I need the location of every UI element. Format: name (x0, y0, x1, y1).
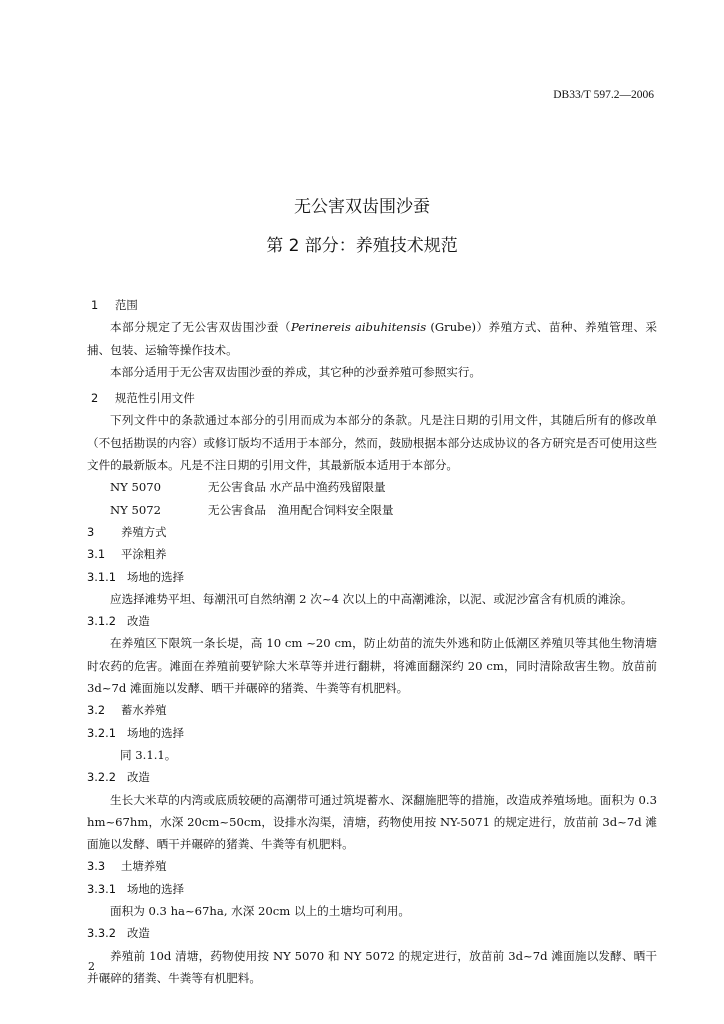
section-number: 3.2.2 (87, 770, 116, 785)
paragraph: 同 3.1.1。 (120, 747, 177, 762)
section-number: 2 (91, 391, 99, 406)
reference-code: NY 5072 (110, 502, 161, 517)
section-title: 改造 (127, 926, 150, 941)
section-number: 3 (87, 524, 95, 539)
paragraph: 在养殖区下限筑一条长堤，高 10 cm ~20 cm，防止幼苗的流失外逃和防止低潮区养殖贝等其他生物清塘时农药的危害。滩面在养殖前要铲除大米草等并进行翻耕，将滩面翻深约 20 cm，同时清除敌害生物。放苗前 3d~7d 滩面施以发酵、晒干并碾碎的猪粪、牛粪等有机肥料。 (87, 636, 657, 696)
section-number: 3.1 (87, 547, 106, 562)
subsection-heading (87, 922, 657, 944)
section-title: 养殖方式 (121, 524, 167, 539)
subsection-heading (87, 722, 657, 744)
section-title: 场地的选择 (127, 881, 184, 896)
section-title: 改造 (127, 614, 150, 629)
section-title: 蓄水养殖 (121, 703, 167, 718)
section-heading (87, 521, 657, 543)
subsection-heading (87, 610, 657, 632)
section-number: 1 (91, 298, 99, 312)
paragraph: 养殖前 10d 清塘，药物使用按 NY 5070 和 NY 5072 的规定进行，放苗前 3d~7d 滩面施以发酵、晒干并碾碎的猪粪、牛粪等有机肥料。 (87, 948, 657, 985)
section-number: 3.3.2 (87, 926, 116, 941)
section-title: 平涂粗养 (121, 547, 167, 562)
section-title: 场地的选择 (127, 569, 184, 584)
section-number: 3.3.1 (87, 881, 116, 896)
subsection-heading (87, 855, 657, 877)
text-run: 本部分规定了无公害双齿围沙蚕（ (110, 320, 291, 335)
document-body (87, 294, 657, 989)
paragraph: 应选择滩势平坦、每潮汛可自然纳潮 2 次~4 次以上的中高潮滩涂，以泥、或泥沙富含有机质的滩涂。 (110, 591, 633, 606)
document-title: 无公害双齿围沙蚕 (294, 197, 430, 217)
subsection-heading (87, 878, 657, 900)
section-title: 范围 (115, 298, 138, 312)
section-number: 3.3 (87, 859, 106, 874)
section-heading (87, 387, 657, 409)
reference-item (87, 476, 657, 498)
section-number: 3.1.1 (87, 569, 116, 584)
species-name: Perinereis aibuhitensis (291, 320, 427, 335)
page-number: 2 (88, 960, 95, 973)
subsection-heading (87, 699, 657, 721)
section-number: 3.2.1 (87, 725, 116, 740)
section-number: 3.1.2 (87, 614, 116, 629)
section-title: 场地的选择 (127, 725, 184, 740)
subsection-heading (87, 766, 657, 788)
reference-code: NY 5070 (110, 480, 161, 495)
section-number: 3.2 (87, 703, 106, 718)
reference-item (87, 499, 657, 521)
paragraph (87, 316, 657, 361)
section-title: 规范性引用文件 (115, 391, 195, 406)
document-code: DB33/T 597.2—2006 (553, 89, 654, 101)
section-heading (87, 294, 657, 316)
reference-name: 无公害食品 水产品中渔药残留限量 (208, 480, 386, 495)
reference-name: 无公害食品 渔用配合饲料安全限量 (208, 502, 394, 517)
section-title: 土塘养殖 (121, 859, 167, 874)
text-run: (Grube)）养殖方式、苗种、养殖管理、采捕、包装、运输等操作技术。 (87, 320, 657, 357)
subsection-heading (87, 543, 657, 565)
section-title: 改造 (127, 770, 150, 785)
paragraph: 面积为 0.3 ha~67ha, 水深 20cm 以上的土塘均可利用。 (110, 904, 410, 919)
paragraph: 生长大米草的内湾或底质较硬的高潮带可通过筑堤蓄水、深翻施肥等的措施，改造成养殖场地。面积为 0.3 hm~67hm，水深 20cm~50cm，设排水沟渠，清塘，药物使用按 NY-5071 的规定进行，放苗前 3d~7d 滩面施以发酵、晒干并碾碎的猪粪、牛粪等有机肥料。 (87, 792, 657, 852)
subsection-heading (87, 566, 657, 588)
document-subtitle: 第 2 部分：养殖技术规范 (266, 236, 458, 256)
paragraph: 下列文件中的条款通过本部分的引用而成为本部分的条款。凡是注日期的引用文件，其随后所有的修改单（不包括勘误的内容）或修订版均不适用于本部分，然而，鼓励根据本部分达成协议的各方研究是否可使用这些文件的最新版本。凡是不注日期的引用文件，其最新版本适用于本部分。 (87, 413, 657, 473)
paragraph: 本部分适用于无公害双齿围沙蚕的养成，其它种的沙蚕养殖可参照实行。 (110, 364, 482, 379)
